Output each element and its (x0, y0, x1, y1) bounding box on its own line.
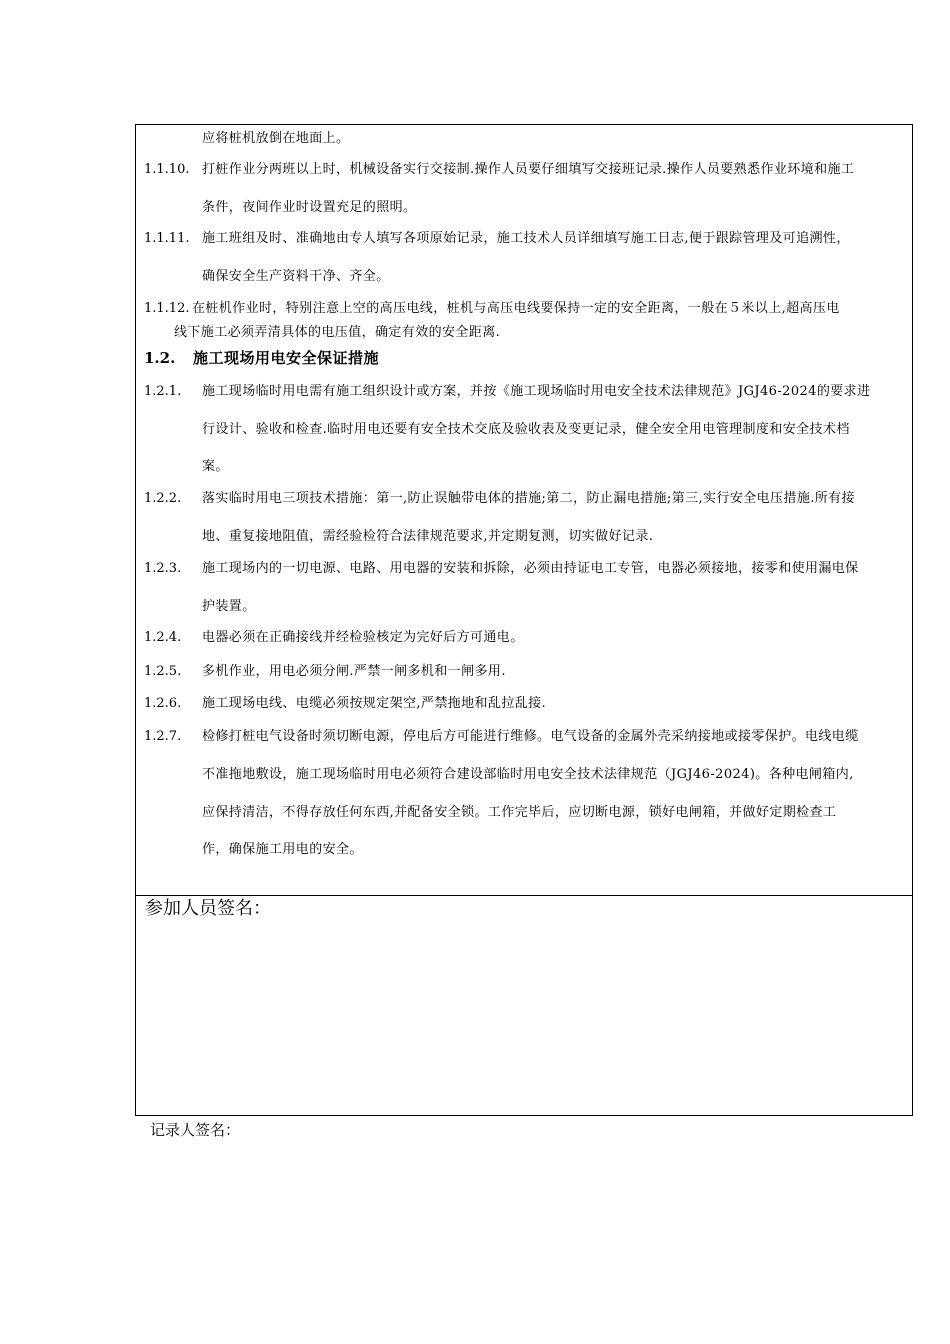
item-line: 打桩作业分两班以上时，机械设备实行交接制.操作人员要仔细填写交接班记录.操作人员要熟悉作业环境和施工 (202, 162, 855, 177)
item-number: 1.2.4. (144, 630, 182, 645)
item-line: 案。 (202, 459, 229, 474)
item-number: 1.1.12. (144, 301, 190, 316)
item-line: 行设计、验收和检查.临时用电还要有安全技术交底及验收表及变更记录，健全安全用电管理制度和安全技术档 (202, 422, 850, 437)
participants-signature-label: 参加人员签名： (145, 898, 271, 919)
item-line: 落实临时用电三项技术措施：第一,防止误触带电体的措施;第二，防止漏电措施;第三,实行安全电压措施.所有接 (202, 491, 855, 506)
form-table (135, 124, 913, 1116)
content-cell (136, 125, 912, 896)
item-number: 1.2.3. (144, 561, 182, 576)
item-line: 确保安全生产资料干净、齐全。 (202, 269, 390, 284)
section-number: 1.2. (144, 349, 176, 367)
item-line: 不准拖地敷设，施工现场临时用电必须符合建设部临时用电安全技术法律规范（JGJ46-2024)。各种电闸箱内, (202, 767, 854, 782)
item-line: 检修打桩电气设备时须切断电源，停电后方可能进行维修。电气设备的金属外壳采纳接地或接零保护。电线电缆 (202, 729, 859, 744)
item-line: 施工班组及时、准确地由专人填写各项原始记录，施工技术人员详细填写施工日志,便于跟踪管理及可追溯性， (202, 231, 850, 246)
item-number: 1.1.10. (144, 162, 190, 177)
item-line: 护装置。 (202, 599, 256, 614)
item-line: 地、重复接地阻值，需经验检符合法律规范要求,并定期复测，切实做好记录. (202, 529, 654, 544)
section-title: 施工现场用电安全保证措施 (193, 349, 380, 367)
item-line: 线下施工必须弄清具体的电压值，确定有效的安全距离. (174, 325, 501, 340)
item-line: 应将桩机放倒在地面上。 (202, 131, 350, 146)
item-line: 施工现场临时用电需有施工组织设计或方案，并按《施工现场临时用电安全技术法律规范》JGJ46-2024的要求进 (202, 384, 871, 399)
participants-signature-cell[interactable] (136, 895, 912, 1115)
item-line: 在桩机作业时，特别注意上空的高压电线，桩机与高压电线要保持一定的安全距离，一般在５米以上,超高压电 (192, 301, 840, 316)
item-number: 1.1.11. (144, 231, 190, 246)
item-line: 施工现场内的一切电源、电路、用电器的安装和拆除，必须由持证电工专管，电器必须接地，接零和使用漏电保 (202, 561, 859, 576)
recorder-signature-label: 记录人签名： (150, 1121, 241, 1139)
item-number: 1.2.1. (144, 384, 182, 399)
item-line: 作，确保施工用电的安全。 (202, 842, 363, 857)
item-line: 多机作业，用电必须分闸.严禁一闸多机和一闸多用. (202, 664, 506, 679)
item-line: 施工现场电线、电缆必须按规定架空,严禁拖地和乱拉乱接. (202, 696, 547, 711)
item-number: 1.2.6. (144, 696, 182, 711)
item-number: 1.2.5. (144, 664, 182, 679)
item-line: 电器必须在正确接线并经检验核定为完好后方可通电。 (202, 630, 524, 645)
item-line: 条件，夜间作业时设置充足的照明。 (202, 200, 417, 215)
item-number: 1.2.2. (144, 491, 182, 506)
item-number: 1.2.7. (144, 729, 182, 744)
item-line: 应保持清洁，不得存放任何东西,并配备安全锁。工作完毕后，应切断电源，锁好电闸箱，并做好定期检查工 (202, 805, 837, 820)
